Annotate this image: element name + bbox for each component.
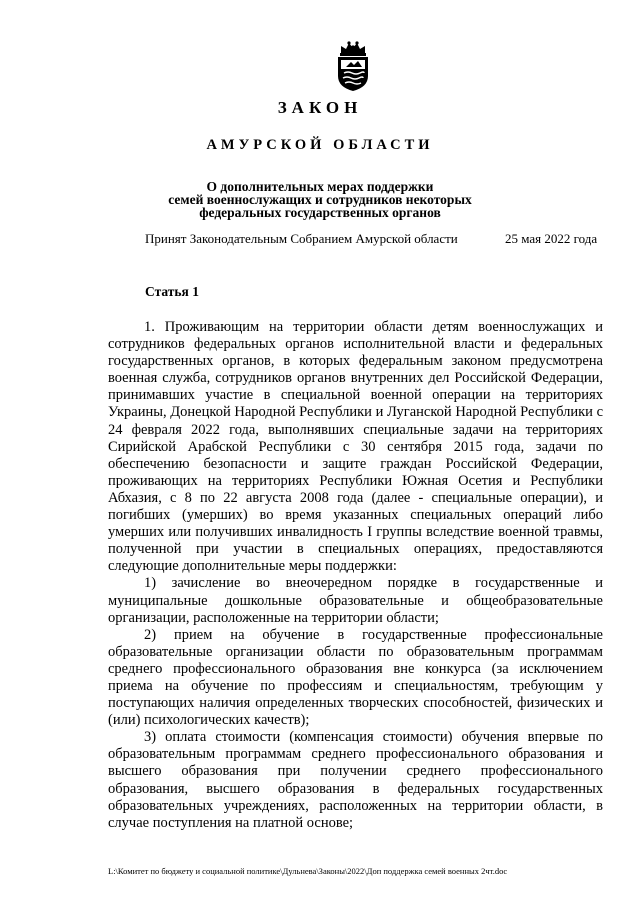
article-paragraph: 3) оплата стоимости (компенсация стоимости) обучения впервые по образовательным программам среднего профессионального образования и высшего образования при получении среднего профессионального образования, высшего образования в федеральных государственных образовательных учреждениях, расположенных на территории области, в случае поступления на платной основе;: [108, 729, 603, 831]
region-title: АМУРСКОЙ ОБЛАСТИ: [206, 137, 434, 153]
adopted-date: 25 мая 2022 года: [505, 231, 598, 246]
law-subject-line: О дополнительных мерах поддержки: [206, 179, 434, 194]
article-title: Статья 1: [145, 284, 199, 299]
adopted-by: Принят Законодательным Собранием Амурской области: [145, 231, 458, 246]
law-subject: [0, 180, 640, 219]
law-title: ЗАКОН: [277, 98, 363, 117]
file-path-footer: L:\Комитет по бюджету и социальной политике\Дульнева\Законы\2022\Доп поддержка семей военных 2чт.doc: [108, 866, 508, 876]
article-paragraph: 1) зачисление во внеочередном порядке в государственные и муниципальные дошкольные образовательные и общеобразовательные организации, расположенные на территории области;: [108, 575, 603, 626]
law-subject-line: семей военнослужащих и сотрудников некоторых: [168, 192, 472, 207]
amur-region-coat-of-arms-icon: [333, 40, 373, 92]
article-paragraph: 1. Проживающим на территории области детям военнослужащих и сотрудников федеральных органов исполнительной власти и федеральных государственных органов, в которых федеральным законом предусмотрена военная служба, сотрудников органов внутренних дел Российской Федерации, принимавших участие в специальной военной операции на территориях Украины, Донецкой Народной Республики и Луганской Народной Республики с 24 февраля 2022 года, выполнявших специальные задачи на территориях Сирийской Арабской Республики с 30 сентября 2015 года, задачи по обеспечению безопасности и защите граждан Российской Федерации, проживающих на территориях Республики Южная Осетия и Республики Абхазия, с 8 по 22 августа 2008 года (далее - специальные операции), и погибших (умерших) во время указанных специальных операций либо умерших или получивших инвалидность I группы вследствие военной травмы, полученной при участии в специальных операциях, предоставляются следующие дополнительные меры поддержки:: [108, 319, 603, 575]
article-paragraph: 2) прием на обучение в государственные профессиональные образовательные организации области по образовательным программам среднего профессионального образования вне конкурса (за исключением приема на обучение по профессиям и специальностям, требующим у поступающих наличия определенных творческих способностей, физических и (или) психологических качеств);: [108, 626, 603, 729]
law-subject-line: федеральных государственных органов: [199, 205, 441, 220]
article-body: [108, 319, 603, 832]
